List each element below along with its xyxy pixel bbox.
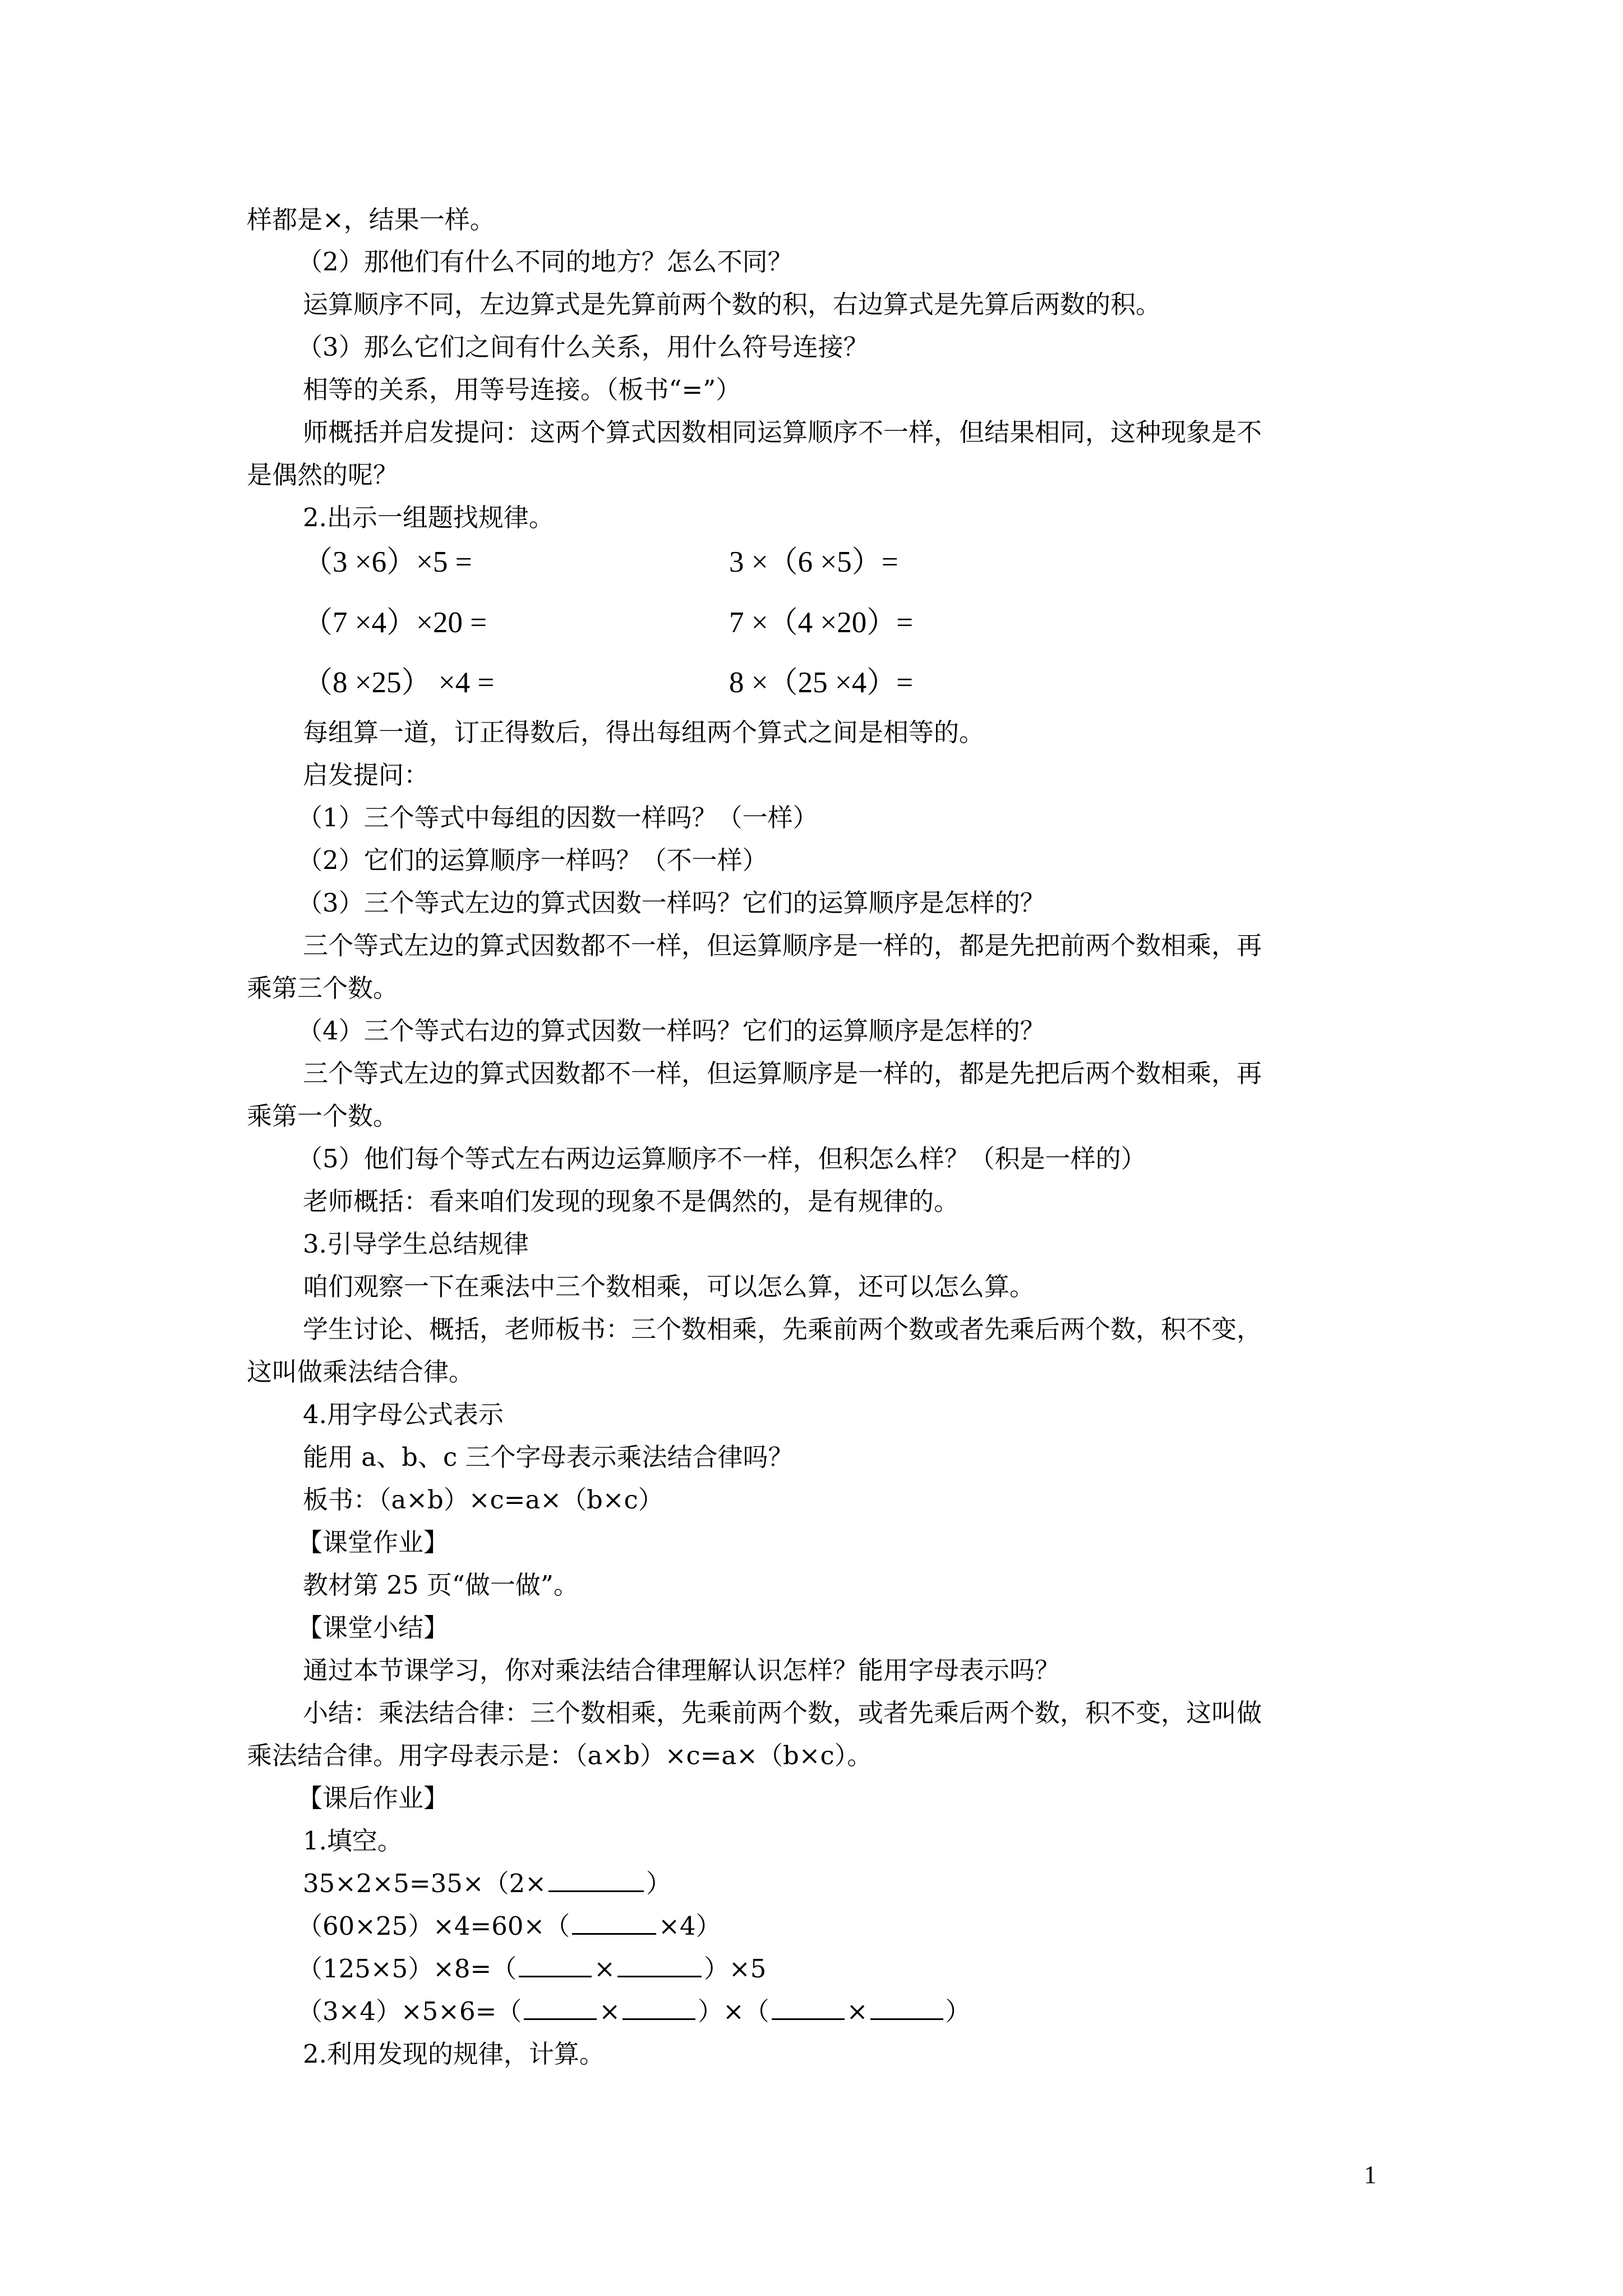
paragraph-line: （2）那他们有什么不同的地方？怎么不同？ [297,247,793,277]
paragraph-line: 教材第 25 页“做一做”。 [303,1570,579,1600]
page-number: 1 [1364,2161,1377,2189]
blank-field[interactable] [519,1953,592,1977]
section-heading: 4.用字母公式表示 [303,1400,504,1429]
paragraph-line: 乘法结合律。用字母表示是：（a×b）×c=a×（b×c）。 [247,1741,873,1770]
equation-left: （3 ×6）×5 = [303,546,472,578]
paragraph-line: （1）三个等式中每组的因数一样吗？（一样） [297,803,818,832]
paragraph-line: 通过本节课学习，你对乘法结合律理解认识怎样？能用字母表示吗？ [303,1655,1061,1685]
paragraph-line: 乘第一个数。 [247,1101,399,1131]
fill-text: × [846,1996,868,2026]
section-heading: 【课堂作业】 [297,1527,449,1557]
fill-text: × [594,1954,615,1984]
paragraph-line: （2）它们的运算顺序一样吗？（不一样） [297,845,768,875]
equation-left: （8 ×25） ×4 = [303,666,495,699]
equation-right: 7 ×（4 ×20）= [729,606,914,639]
paragraph-line: 师概括并启发提问：这两个算式因数相同运算顺序不一样，但结果相同，这种现象是不 [303,417,1262,447]
formula-line: 板书：（a×b）×c=a×（b×c） [303,1485,663,1515]
paragraph-line: （3）那么它们之间有什么关系，用什么符号连接？ [297,332,869,362]
paragraph-line: 启发提问： [303,760,430,790]
paragraph-line: （3）三个等式左边的算式因数一样吗？它们的运算顺序是怎样的？ [297,888,1045,918]
blank-field[interactable] [623,1996,695,2020]
paragraph-line: 三个等式左边的算式因数都不一样，但运算顺序是一样的，都是先把前两个数相乘，再 [303,931,1262,960]
paragraph-line: 老师概括：看来咱们发现的现象不是偶然的，是有规律的。 [303,1186,960,1216]
section-heading: 1.填空。 [303,1826,403,1856]
paragraph-line: 咱们观察一下在乘法中三个数相乘，可以怎么算，还可以怎么算。 [303,1272,1035,1301]
paragraph-line: 学生讨论、概括，老师板书：三个数相乘，先乘前两个数或者先乘后两个数，积不变， [303,1314,1262,1344]
equation-left: （7 ×4）×20 = [303,606,487,639]
paragraph-line: 这叫做乘法结合律。 [247,1357,474,1387]
blank-field[interactable] [870,1996,943,2020]
fill-text: × [599,1996,621,2026]
paragraph-line: 三个等式左边的算式因数都不一样，但运算顺序是一样的，都是先把后两个数相乘，再 [303,1059,1262,1088]
fill-text: （125×5）×8=（ [297,1954,517,1984]
fill-text: ）×5 [704,1954,767,1984]
blank-field[interactable] [772,1996,845,2020]
blank-field[interactable] [572,1911,656,1935]
paragraph-line: 是偶然的呢？ [247,460,399,490]
section-heading: 2.利用发现的规律，计算。 [303,2039,605,2069]
fill-blank-line [297,1995,971,2028]
paragraph-line: 样都是×，结果一样。 [247,205,495,234]
fill-text: （3×4）×5×6=（ [297,1996,522,2026]
paragraph-line: （5）他们每个等式左右两边运算顺序不一样，但积怎么样？（积是一样的） [297,1144,1146,1174]
paragraph-line: 相等的关系，用等号连接。（板书“=”） [303,375,741,404]
paragraph-line: 运算顺序不同，左边算式是先算前两个数的积，右边算式是先算后两数的积。 [303,289,1161,319]
fill-blank-line [297,1952,766,1986]
section-heading: 3.引导学生总结规律 [303,1229,529,1259]
equation-right: 8 ×（25 ×4）= [729,666,914,699]
paragraph-line: 能用 a、b、c 三个字母表示乘法结合律吗？ [303,1442,794,1472]
equation-right: 3 ×（6 ×5）= [729,546,898,578]
section-heading: 2.出示一组题找规律。 [303,503,554,532]
blank-field[interactable] [524,1996,597,2020]
fill-blank-line [297,1910,721,1943]
paragraph-line: 乘第三个数。 [247,973,399,1003]
fill-text: ） [645,1869,671,1898]
fill-blank-line [303,1867,671,1901]
section-heading: 【课后作业】 [297,1783,449,1813]
paragraph-line: （4）三个等式右边的算式因数一样吗？它们的运算顺序是怎样的？ [297,1016,1045,1046]
blank-field[interactable] [617,1953,702,1977]
section-heading: 【课堂小结】 [297,1613,449,1642]
fill-text: （60×25）×4=60×（ [297,1911,570,1941]
paragraph-line: 每组算一道，订正得数后，得出每组两个算式之间是相等的。 [303,717,985,747]
paragraph-line: 小结：乘法结合律：三个数相乘，先乘前两个数，或者先乘后两个数，积不变，这叫做 [303,1698,1262,1728]
fill-text: ）×（ [698,1996,769,2026]
blank-field[interactable] [548,1868,644,1892]
fill-text: ×4） [658,1911,721,1941]
fill-text: 35×2×5=35×（2× [303,1869,546,1898]
fill-text: ） [945,1996,971,2026]
